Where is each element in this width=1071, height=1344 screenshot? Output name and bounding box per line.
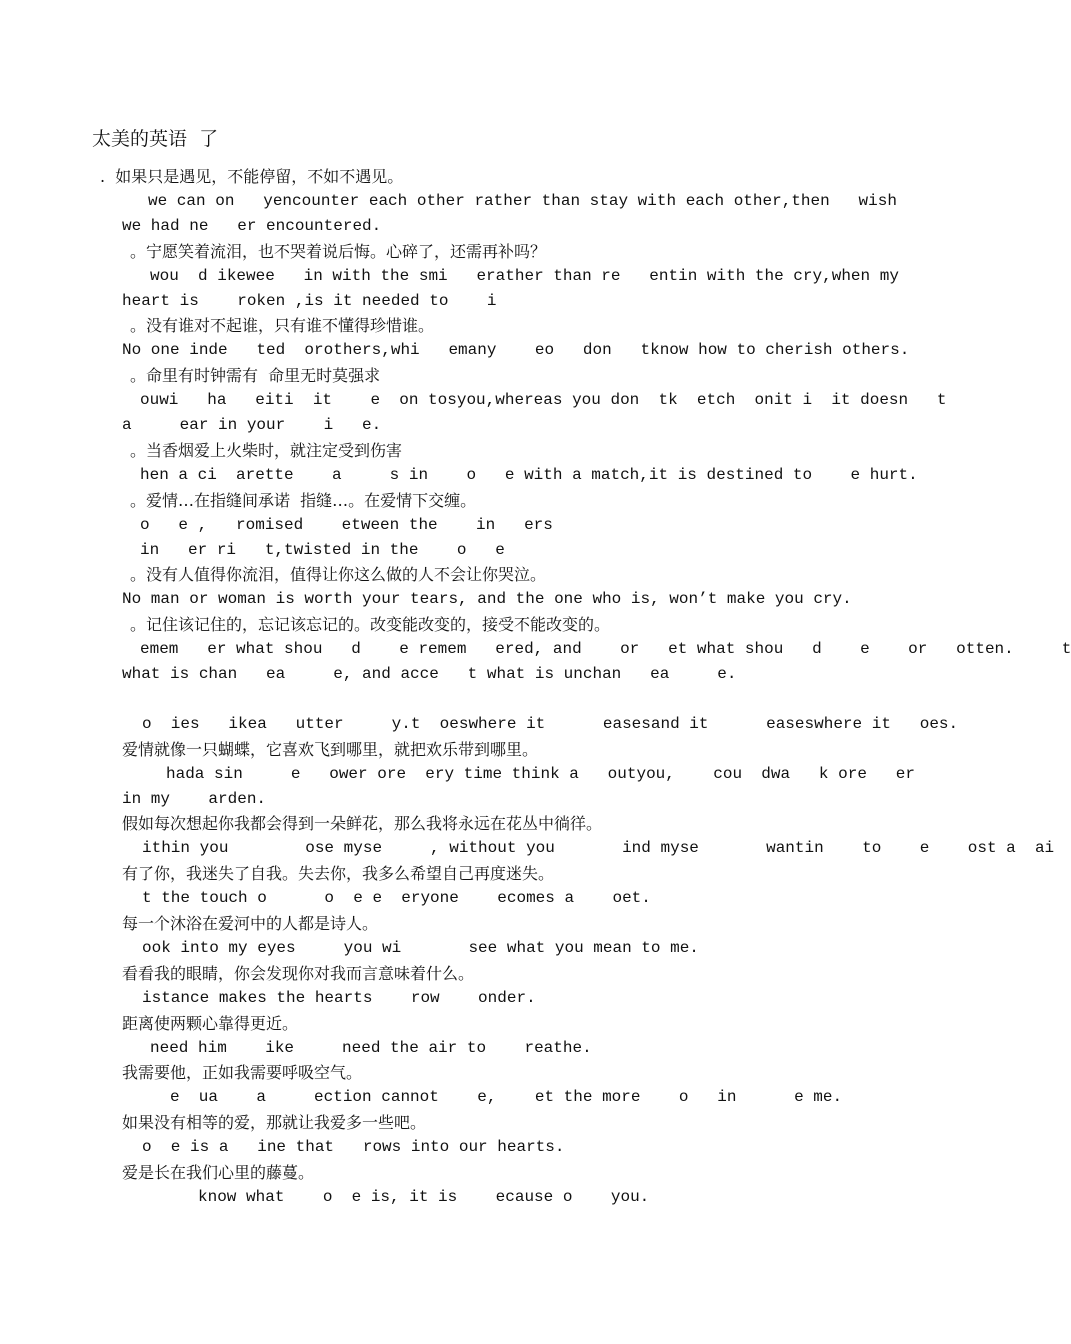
chinese-text-line: 。没有人值得你流泪，值得让你这么做的人不会让你哭泣。 [130,565,547,584]
english-text-line: in my arden. [122,790,267,808]
english-text-line: ook into my eyes you wi see what you mean to me. [142,939,699,957]
chinese-text-line: 爱是长在我们心里的藤蔓。 [122,1163,315,1182]
english-text-line: we had ne er encountered. [122,217,382,235]
english-text-line: emem er what shou d e remem ered, and or et what shou d e or otten. t [140,640,1071,658]
english-text-line: a ear in your i e. [122,416,382,434]
english-text-line: we can on yencounter each other rather than stay with each other,then wish [148,192,897,210]
chinese-text-line: 。没有谁对不起谁，只有谁不懂得珍惜谁。 [130,316,435,335]
document-title: 太美的英语 了 [92,128,219,150]
chinese-text-line: 距离使两颗心靠得更近。 [122,1014,299,1033]
chinese-text-line: 每一个沐浴在爱河中的人都是诗人。 [122,914,379,933]
english-text-line: heart is roken ,is it needed to i [122,292,497,310]
english-text-line: o ies ikea utter y.t oeswhere it easesand it easeswhere it oes. [142,715,959,733]
english-text-line: ouwi ha eiti it e on tosyou,whereas you don tk etch onit i it doesn t [140,391,947,409]
chinese-text-line: . 如果只是遇见，不能停留，不如不遇见。 [100,167,404,186]
english-text-line: wou d ikewee in with the smi erather than re entin with the cry,when my [150,267,899,285]
english-text-line: need him ike need the air to reathe. [150,1039,592,1057]
chinese-text-line: 。当香烟爱上火柴时，就注定受到伤害 [130,441,403,460]
chinese-text-line: 看看我的眼睛，你会发现你对我而言意味着什么。 [122,964,475,983]
english-text-line: what is chan ea e, and acce t what is unchan ea e. [122,665,737,683]
english-text-line: hada sin e ower ore ery time think a outyou, cou dwa k ore er [166,765,915,783]
chinese-text-line: 。爱情…在指缝间承诺 指缝…。在爱情下交缠。 [130,491,477,510]
english-text-line: in er ri t,twisted in the o e [140,541,505,559]
chinese-text-line: 爱情就像一只蝴蝶，它喜欢飞到哪里，就把欢乐带到哪里。 [122,740,539,759]
english-text-line: t the touch o o e e eryone ecomes a oet. [142,889,651,907]
chinese-text-line: 。命里有时钟需有 命里无时莫强求 [130,366,381,385]
chinese-text-line: 。宁愿笑着流泪，也不哭着说后悔。心碎了，还需再补吗？ [130,242,547,261]
english-text-line: ithin you ose myse , without you ind myse wantin to e ost a ai [142,839,1055,857]
chinese-text-line: 如果没有相等的爱，那就让我爱多一些吧。 [122,1113,427,1132]
chinese-text-line: 假如每次想起你我都会得到一朵鲜花，那么我将永远在花丛中徜徉。 [122,814,603,833]
english-text-line: hen a ci arette a s in o e with a match,it is destined to e hurt. [140,466,918,484]
chinese-text-line: 我需要他，正如我需要呼吸空气。 [122,1063,363,1082]
chinese-text-line: 有了你，我迷失了自我。失去你，我多么希望自己再度迷失。 [122,864,555,883]
english-text-line: No man or woman is worth your tears, and the one who is, won’t make you cry. [122,590,852,608]
english-text-line: e ua a ection cannot e, et the more o in e me. [170,1088,843,1106]
english-text-line: know what o e is, it is ecause o you. [198,1188,650,1206]
chinese-text-line: 。记住该记住的，忘记该忘记的。改变能改变的，接受不能改变的。 [130,615,611,634]
english-text-line: o e , romised etween the in ers [140,516,553,534]
english-text-line: istance makes the hearts row onder. [142,989,536,1007]
english-text-line: o e is a ine that rows into our hearts. [142,1138,565,1156]
english-text-line: No one inde ted orothers,whi emany eo don tknow how to cherish others. [122,341,910,359]
